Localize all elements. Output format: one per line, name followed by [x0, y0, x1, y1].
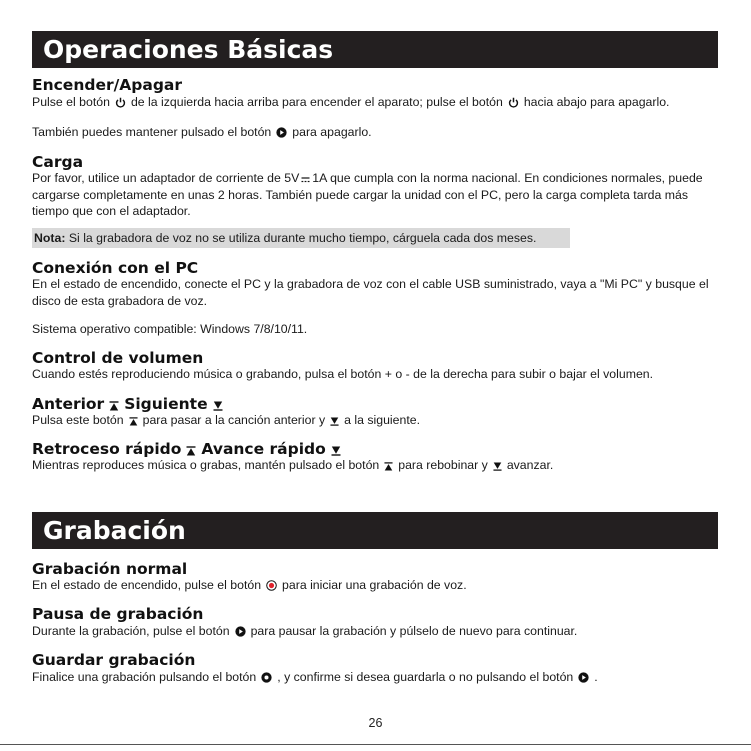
heading-charge: Carga: [32, 153, 84, 171]
save-recording-text-a: Finalice una grabación pulsando el botón: [32, 670, 257, 684]
play-pause-icon: [235, 626, 246, 637]
heading-power: Encender/Apagar: [32, 76, 183, 94]
next-icon: [493, 462, 502, 471]
prev-icon: [384, 462, 393, 471]
power-text-1b: de la izquierda hacia arriba para encender el aparato; pulse el botón: [130, 95, 503, 109]
heading-normal-recording: Grabación normal: [32, 560, 188, 578]
seek-text-a: Mientras reproduces música o grabas, mantén pulsado el botón: [32, 458, 380, 472]
heading-save-recording: Guardar grabación: [32, 651, 196, 669]
charge-text-b: 1A que cumpla con la norma nacional. En condiciones normales, puede cargarse completamente en unas 2 horas. También puede cargar la unidad con el PC, pero la carga completa tarda más tiempo que con el adaptador.: [32, 171, 703, 218]
prev-next-text: [32, 412, 722, 429]
pause-recording-text-a: Durante la grabación, pulse el botón: [32, 624, 230, 638]
heading-next: Siguiente: [124, 395, 208, 413]
note-label: Nota:: [34, 231, 66, 245]
pause-recording-text-b: para pausar la grabación y púlselo de nuevo para continuar.: [250, 624, 578, 638]
power-text-2a: También puedes mantener pulsado el botón: [32, 125, 272, 139]
charge-text: [32, 170, 722, 220]
pc-os-text: Sistema operativo compatible: Windows 7/8/10/11.: [32, 322, 308, 336]
save-recording-text-b: , y confirme si desea guardarla o no pulsando el botón: [277, 670, 574, 684]
prev-next-text-a: Pulsa este botón: [32, 413, 124, 427]
pc-text: En el estado de encendido, conecte el PC y la grabadora de voz con el cable USB suministrado, vaya a "Mi PC" y busque el disco de esta grabadora de voz.: [32, 277, 709, 308]
prev-icon: [109, 401, 119, 411]
next-icon: [213, 401, 223, 411]
heading-prev: Anterior: [32, 395, 105, 413]
heading-volume: Control de volumen: [32, 349, 204, 367]
power-text-line1: [32, 94, 722, 111]
next-icon: [331, 446, 341, 456]
heading-prev-next: [32, 395, 228, 413]
heading-pause-recording: Pausa de grabación: [32, 605, 204, 623]
heading-forward: Avance rápido: [201, 440, 326, 458]
page-number: 26: [368, 716, 383, 730]
normal-recording-text-b: para iniciar una grabación de voz.: [282, 578, 467, 592]
section-title-basic-operations: Operaciones Básicas: [32, 31, 718, 68]
save-recording-text-c: .: [594, 670, 598, 684]
heading-rewind: Retroceso rápido: [32, 440, 182, 458]
section-title-recording: Grabación: [32, 512, 718, 549]
volume-text: Cuando estés reproduciendo música o grabando, pulsa el botón + o - de la derecha para subir o bajar el volumen.: [32, 367, 654, 381]
seek-text-c: avanzar.: [506, 458, 554, 472]
note-text: Si la grabadora de voz no se utiliza durante mucho tiempo, cárguela cada dos meses.: [68, 231, 537, 245]
next-icon: [330, 417, 339, 426]
save-recording-text: [32, 669, 722, 686]
normal-recording-text-a: En el estado de encendido, pulse el botón: [32, 578, 262, 592]
seek-text: [32, 457, 722, 474]
power-text-line2: [32, 124, 722, 141]
power-text-1a: Pulse el botón: [32, 95, 110, 109]
power-icon: [115, 97, 126, 108]
prev-next-text-c: a la siguiente.: [344, 413, 421, 427]
power-text-1c: hacia abajo para apagarlo.: [523, 95, 670, 109]
bottom-divider: [0, 744, 751, 745]
play-pause-icon: [276, 127, 287, 138]
charge-text-a: Por favor, utilice un adaptador de corriente de 5V: [32, 171, 300, 185]
prev-icon: [186, 446, 196, 456]
seek-text-b: para rebobinar y: [398, 458, 488, 472]
prev-next-text-b: para pasar a la canción anterior y: [142, 413, 326, 427]
stop-button-icon: [261, 672, 272, 683]
power-icon: [508, 97, 519, 108]
heading-seek: [32, 440, 346, 458]
dc-symbol-icon: [301, 176, 310, 184]
note-box: [32, 228, 570, 248]
normal-recording-text: [32, 577, 722, 594]
record-icon: [266, 580, 277, 591]
pause-recording-text: [32, 623, 722, 640]
power-text-2b: para apagarlo.: [292, 125, 372, 139]
prev-icon: [129, 417, 138, 426]
play-pause-icon: [578, 672, 589, 683]
heading-pc-connection: Conexión con el PC: [32, 259, 199, 277]
